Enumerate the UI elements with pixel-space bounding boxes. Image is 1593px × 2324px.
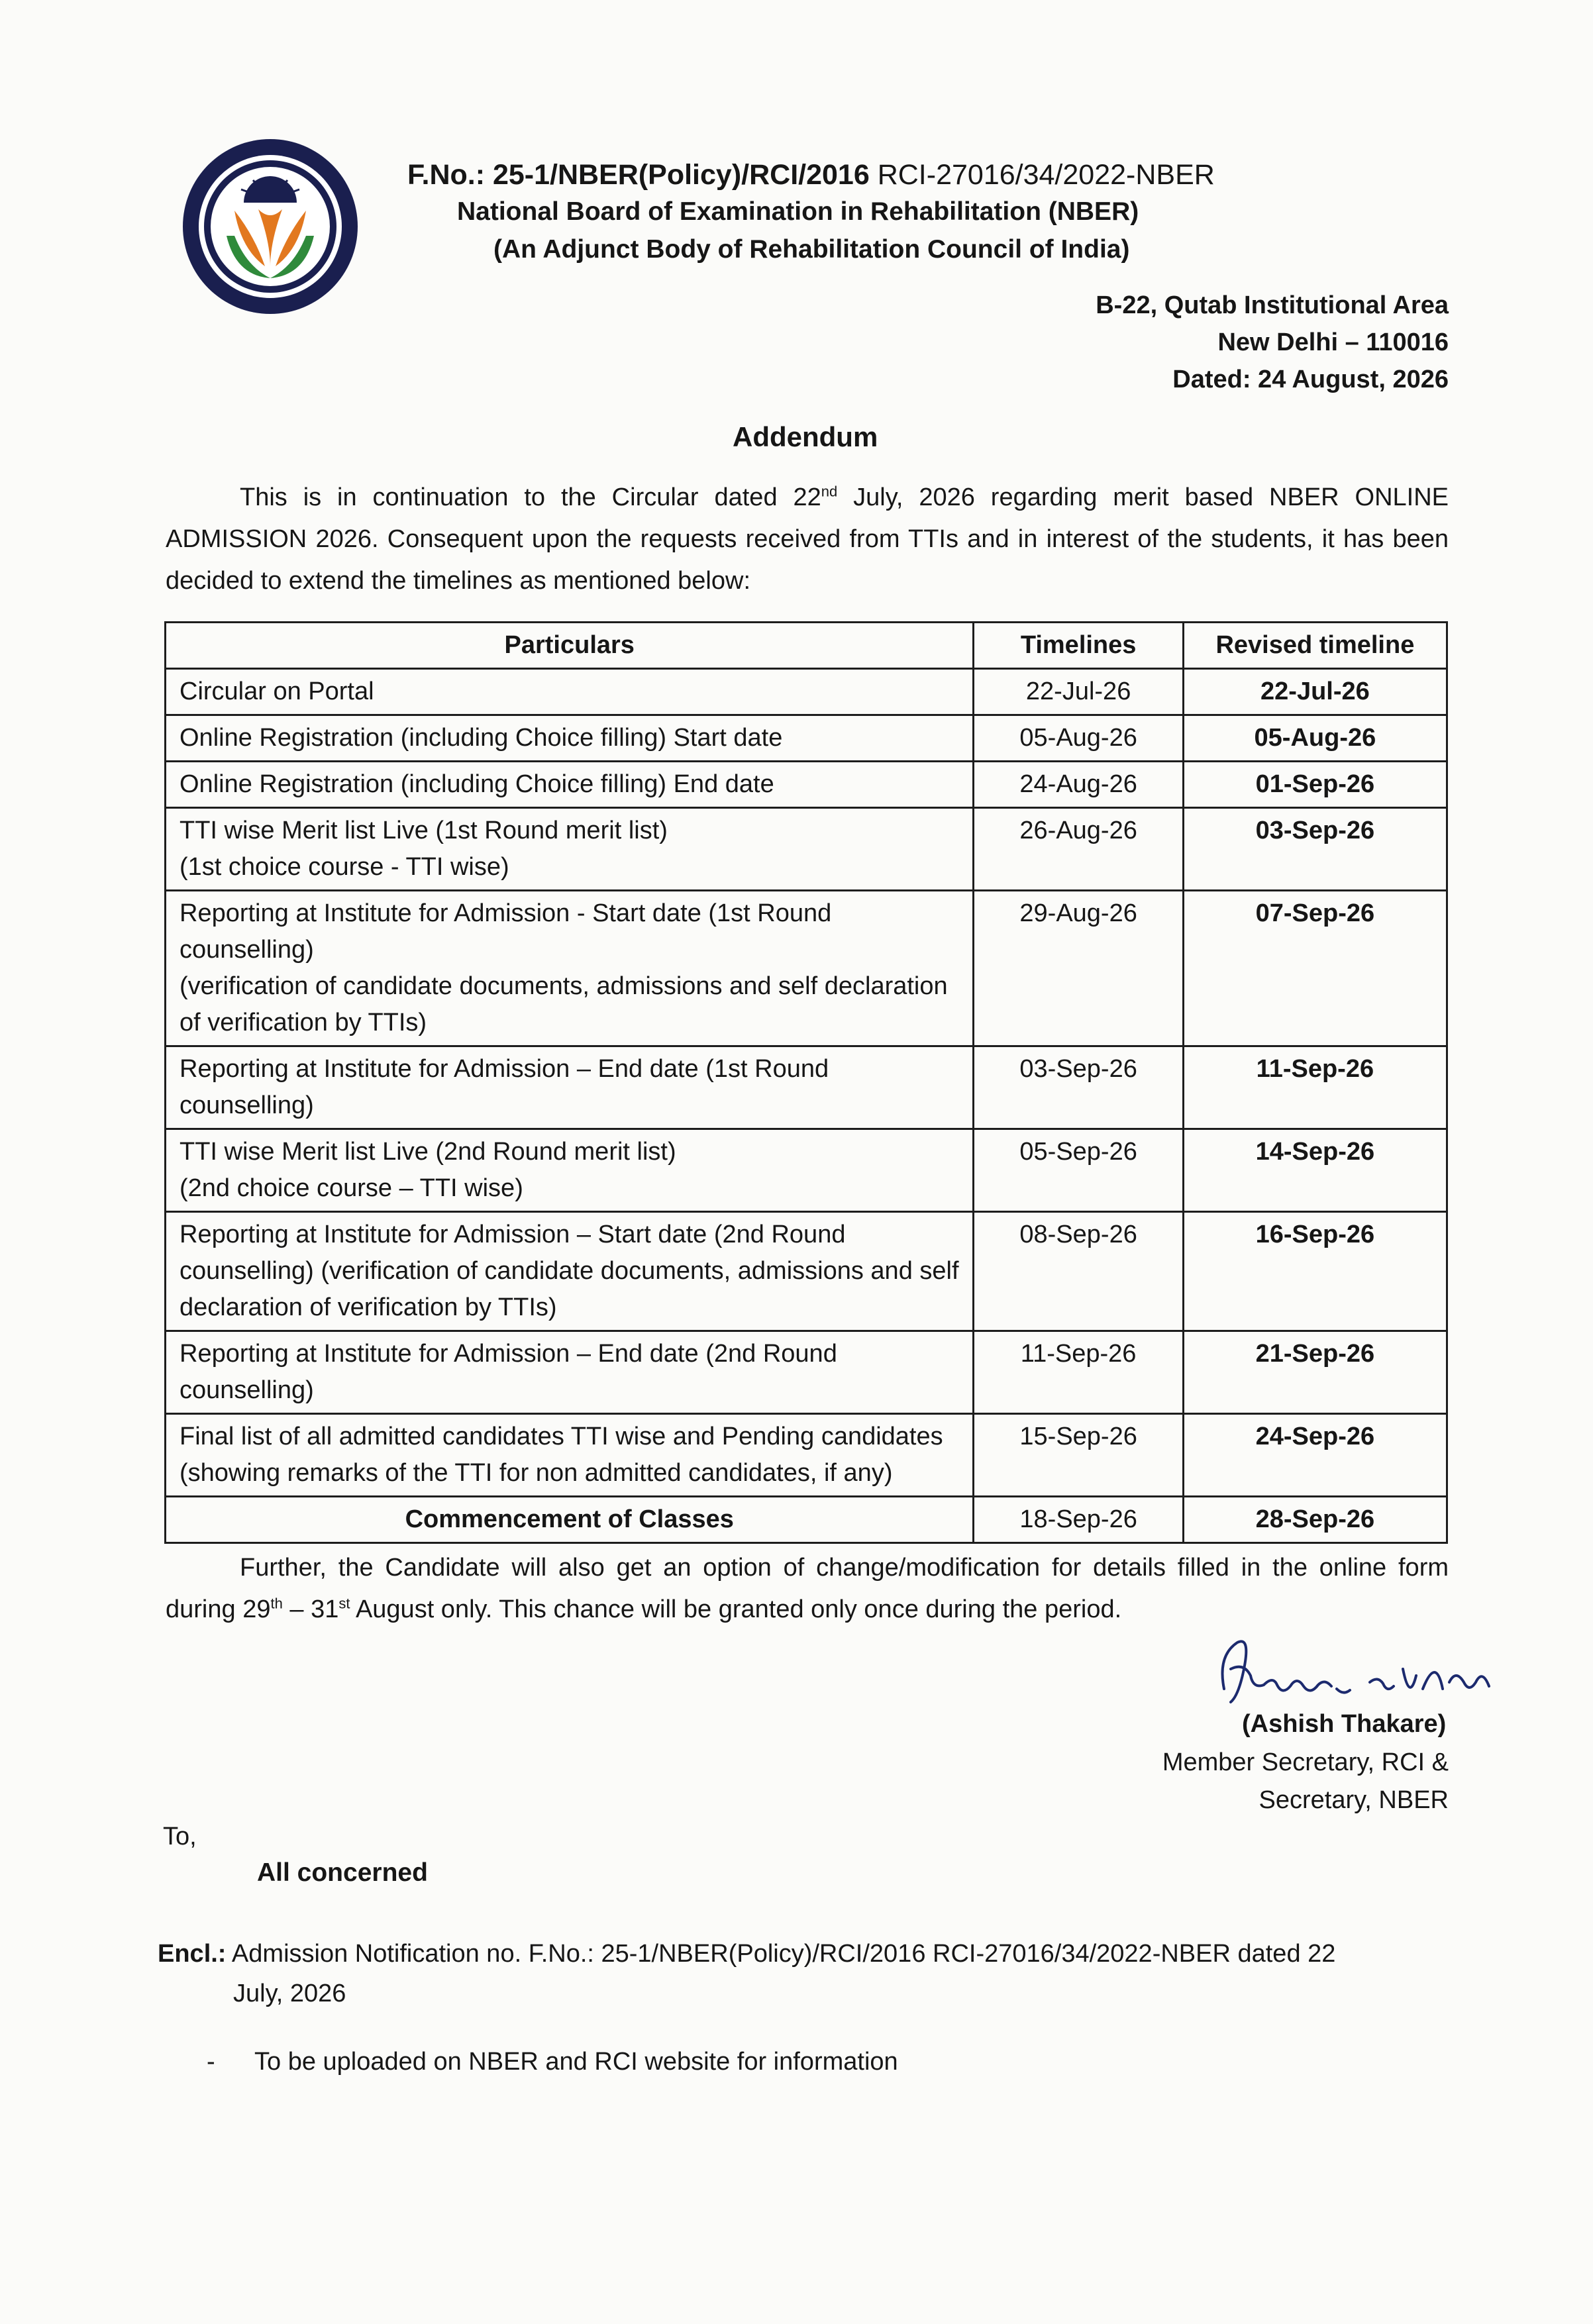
signatory-designation-1: Member Secretary, RCI & (1162, 1748, 1449, 1776)
file-number-rest: RCI-27016/34/2022-NBER (869, 159, 1215, 191)
table-row (166, 891, 1447, 1046)
cell-particulars (166, 715, 974, 762)
rci-nber-emblem-icon (180, 136, 360, 317)
table-row (166, 669, 1447, 715)
cell-revised-timeline: 24-Sep-26 (1183, 1414, 1447, 1497)
cell-revised-timeline: 11-Sep-26 (1183, 1046, 1447, 1129)
table-row (166, 1046, 1447, 1129)
table-body (166, 669, 1447, 1543)
cell-timeline: 24-Aug-26 (974, 762, 1183, 808)
document-title: Addendum (733, 421, 878, 452)
table-header-row (166, 623, 1447, 669)
cell-revised-timeline: 07-Sep-26 (1183, 891, 1447, 1046)
particulars-line: Reporting at Institute for Admission – Start date (2nd Round counselling) (verification of candidate documents, admissions and self declaration of verification by TTIs) (180, 1221, 959, 1321)
table-row (166, 1212, 1447, 1331)
cell-timeline: 18-Sep-26 (974, 1497, 1183, 1543)
particulars-line: Online Registration (including Choice filling) End date (180, 770, 774, 798)
particulars-line: Reporting at Institute for Admission – End date (1st Round counselling) (180, 1055, 829, 1119)
cell-particulars (166, 1331, 974, 1414)
cell-timeline: 22-Jul-26 (974, 669, 1183, 715)
further-paragraph (166, 1547, 1449, 1631)
cell-revised-timeline: 14-Sep-26 (1183, 1129, 1447, 1212)
table-row (166, 1129, 1447, 1212)
intro-text-2: July, 2026 regarding merit based NBER ONLINE ADMISSION 2026. Consequent upon the requests received from TTIs and in interest of the students, it has been decided to extend the timelines as mentioned below: (166, 483, 1449, 595)
org-name: National Board of Examination in Rehabilitation (NBER) (457, 197, 1139, 226)
file-number (407, 159, 1215, 191)
recipient: All concerned (257, 1858, 428, 1887)
cell-revised-timeline: 22-Jul-26 (1183, 669, 1447, 715)
note-bullet: - (207, 2048, 215, 2076)
address-line-1: B-22, Qutab Institutional Area (1096, 291, 1449, 319)
further-text-3: August only. This chance will be granted only once during the period. (350, 1595, 1122, 1623)
particulars-line: TTI wise Merit list Live (1st Round merit list) (180, 817, 668, 844)
note-text: To be uploaded on NBER and RCI website for information (254, 2048, 898, 2076)
cell-revised-timeline: 05-Aug-26 (1183, 715, 1447, 762)
enclosure-line-1: Admission Notification no. F.No.: 25-1/NBER(Policy)/RCI/2016 RCI-27016/34/2022-NBER dated 22 (226, 1940, 1336, 1968)
cell-timeline: 29-Aug-26 (974, 891, 1183, 1046)
cell-particulars (166, 1414, 974, 1497)
particulars-line: (showing remarks of the TTI for non admitted candidates, if any) (180, 1459, 893, 1487)
cell-revised-timeline: 28-Sep-26 (1183, 1497, 1447, 1543)
particulars-line: Online Registration (including Choice filling) Start date (180, 724, 783, 752)
signatory-name: (Ashish Thakare) (1242, 1710, 1447, 1738)
particulars-line: Circular on Portal (180, 678, 374, 705)
date-line: Dated: 24 August, 2026 (1172, 366, 1449, 393)
particulars-line: Reporting at Institute for Admission - Start date (1st Round counselling) (180, 899, 832, 964)
org-subtitle: (An Adjunct Body of Rehabilitation Council of India) (493, 235, 1130, 264)
cell-particulars (166, 1046, 974, 1129)
table-row (166, 762, 1447, 808)
table-row (166, 715, 1447, 762)
cell-timeline: 03-Sep-26 (974, 1046, 1183, 1129)
table-row (166, 808, 1447, 891)
cell-timeline: 26-Aug-26 (974, 808, 1183, 891)
header-timelines: Timelines (974, 623, 1183, 669)
cell-particulars (166, 1129, 974, 1212)
cell-particulars (166, 808, 974, 891)
cell-timeline: 05-Sep-26 (974, 1129, 1183, 1212)
particulars-line: Commencement of Classes (405, 1505, 734, 1533)
particulars-line: Final list of all admitted candidates TTI wise and Pending candidates (180, 1423, 943, 1450)
cell-particulars (166, 669, 974, 715)
table-row (166, 1414, 1447, 1497)
timeline-table (164, 621, 1448, 1544)
header-revised-timeline: Revised timeline (1183, 623, 1447, 669)
particulars-line: (1st choice course - TTI wise) (180, 853, 509, 881)
particulars-line: (verification of candidate documents, admissions and self declaration of verification by TTIs) (180, 972, 948, 1036)
cell-particulars (166, 1212, 974, 1331)
to-label: To, (163, 1823, 197, 1850)
particulars-line: TTI wise Merit list Live (2nd Round merit list) (180, 1138, 676, 1166)
cell-revised-timeline: 16-Sep-26 (1183, 1212, 1447, 1331)
further-sup-1: th (270, 1595, 283, 1612)
cell-revised-timeline: 21-Sep-26 (1183, 1331, 1447, 1414)
table-row (166, 1497, 1447, 1543)
cell-timeline: 11-Sep-26 (974, 1331, 1183, 1414)
cell-revised-timeline: 03-Sep-26 (1183, 808, 1447, 891)
further-text-2: – 31 (282, 1595, 339, 1623)
table-row (166, 1331, 1447, 1414)
enclosure (158, 1934, 1456, 2013)
header-particulars: Particulars (166, 623, 974, 669)
enclosure-line-2: July, 2026 (233, 1980, 346, 2007)
cell-particulars (166, 762, 974, 808)
intro-sup: nd (821, 483, 838, 500)
cell-timeline: 08-Sep-26 (974, 1212, 1183, 1331)
cell-particulars (166, 891, 974, 1046)
file-number-bold: F.No.: 25-1/NBER(Policy)/RCI/2016 (407, 159, 870, 191)
intro-paragraph (166, 477, 1449, 602)
intro-text-1: This is in continuation to the Circular dated 22 (240, 483, 821, 511)
further-text-1: Further, the Candidate will also get an option of change/modification for details filled in the online form during 29 (166, 1554, 1449, 1623)
cell-revised-timeline: 01-Sep-26 (1183, 762, 1447, 808)
signatory-designation-2: Secretary, NBER (1259, 1786, 1449, 1814)
enclosure-label: Encl.: (158, 1940, 227, 1968)
cell-timeline: 05-Aug-26 (974, 715, 1183, 762)
cell-timeline: 15-Sep-26 (974, 1414, 1183, 1497)
further-sup-2: st (338, 1595, 350, 1612)
particulars-line: (2nd choice course – TTI wise) (180, 1174, 523, 1202)
cell-particulars (166, 1497, 974, 1543)
particulars-line: Reporting at Institute for Admission – End date (2nd Round counselling) (180, 1340, 837, 1404)
address-line-2: New Delhi – 110016 (1217, 328, 1449, 356)
